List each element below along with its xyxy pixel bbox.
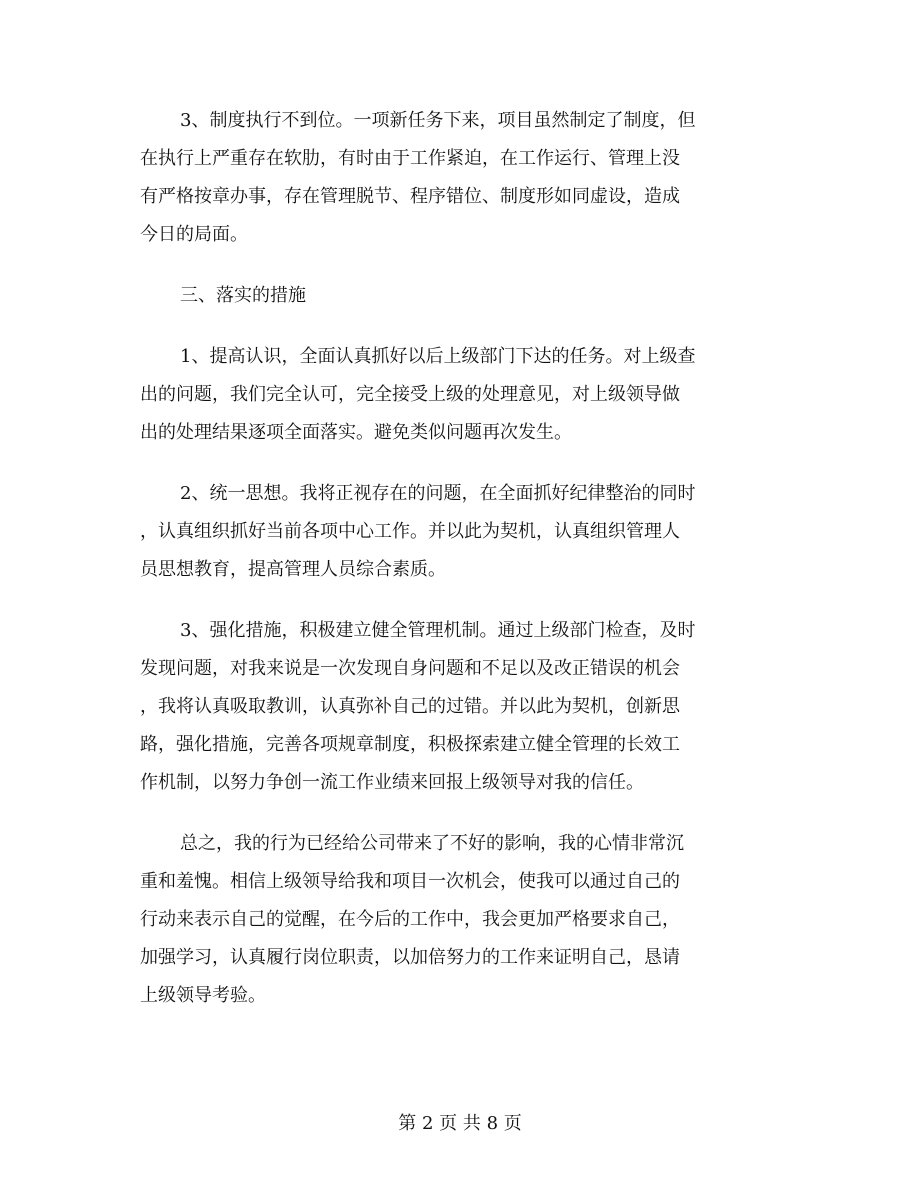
- paragraph-conclusion: [140, 825, 790, 1015]
- text-line: 在执行上严重存在软肋，有时由于工作紧迫，在工作运行、管理上没: [140, 148, 680, 169]
- text-line: 今日的局面。: [140, 224, 248, 245]
- page-number-label: 第 2 页 共 8 页: [398, 1113, 522, 1134]
- text-line: 2、统一思想。我将正视存在的问题，在全面抓好纪律整治的同时: [180, 483, 696, 504]
- text-line: 发现问题，对我来说是一次发现自身问题和不足以及改正错误的机会: [140, 658, 680, 679]
- text-line: 作机制，以努力争创一流工作业绩来回报上级领导对我的信任。: [140, 772, 644, 793]
- paragraph-strengthen-measures: [140, 612, 790, 802]
- text-line: 加强学习，认真履行岗位职责，以加倍努力的工作来证明自己，恳请: [140, 947, 680, 968]
- text-line: 重和羞愧。相信上级领导给我和项目一次机会，使我可以通过自己的: [140, 871, 680, 892]
- text-line: 员思想教育，提高管理人员综合素质。: [140, 559, 446, 580]
- text-line: ，我将认真吸取教训，认真弥补自己的过错。并以此为契机，创新思: [140, 696, 680, 717]
- text-line: 行动来表示自己的觉醒，在今后的工作中，我会更加严格要求自己，: [140, 909, 680, 930]
- paragraph-unify-thinking: [140, 475, 790, 589]
- text-line: 总之，我的行为已经给公司带来了不好的影响，我的心情非常沉: [180, 833, 684, 854]
- text-line: 出的处理结果逐项全面落实。避免类似问题再次发生。: [140, 422, 572, 443]
- text-line: 3、强化措施，积极建立健全管理机制。通过上级部门检查，及时: [180, 620, 696, 641]
- section-heading-measures: [140, 277, 790, 315]
- text-line: 有严格按章办事，存在管理脱节、程序错位、制度形如同虚设，造成: [140, 186, 680, 207]
- text-line: 上级领导考验。: [140, 985, 266, 1006]
- text-line: 3、制度执行不到位。一项新任务下来，项目虽然制定了制度，但: [180, 110, 696, 131]
- section-heading: 三、落实的措施: [180, 285, 306, 306]
- text-line: 出的问题，我们完全认可，完全接受上级的处理意见，对上级领导做: [140, 384, 680, 405]
- text-line: 1、提高认识，全面认真抓好以后上级部门下达的任务。对上级查: [180, 346, 696, 367]
- page-footer: [0, 1109, 920, 1139]
- document-body: [140, 102, 790, 1038]
- text-line: 路，强化措施，完善各项规章制度，积极探索建立健全管理的长效工: [140, 734, 680, 755]
- text-line: ，认真组织抓好当前各项中心工作。并以此为契机，认真组织管理人: [140, 521, 680, 542]
- paragraph-system-execution: [140, 102, 790, 254]
- paragraph-raise-awareness: [140, 338, 790, 452]
